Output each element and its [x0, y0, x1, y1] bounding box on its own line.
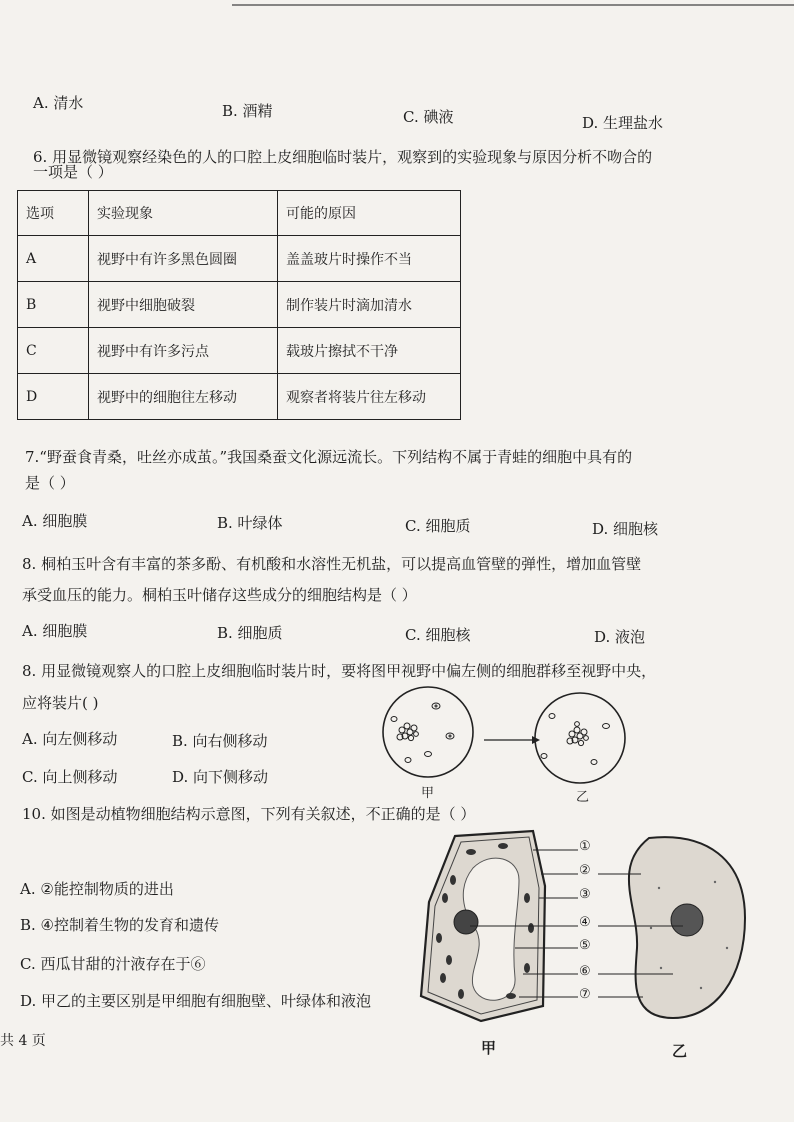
table-row	[18, 374, 461, 420]
structure-label-6: ⑥	[579, 964, 591, 979]
table-row	[18, 282, 461, 328]
table-header-row	[18, 191, 461, 236]
field-circle-jia	[383, 687, 473, 777]
q10-option-a: A. ②能控制物质的进出	[20, 880, 174, 898]
table-cell: 观察者将装片往左移动	[278, 374, 461, 420]
figure-label-jia: 甲	[421, 786, 435, 801]
q8b-stem-line2: 应将装片( )	[22, 694, 99, 712]
structure-label-7: ⑦	[579, 987, 591, 1002]
page-footer: 共 4 页	[0, 1033, 46, 1049]
q8a-stem-line2: 承受血压的能力。桐柏玉叶储存这些成分的细胞结构是（ ）	[22, 586, 417, 604]
structure-label-2: ②	[579, 863, 591, 878]
header-reason: 可能的原因	[278, 191, 461, 236]
q8b-option-a: A. 向左侧移动	[22, 730, 118, 748]
q10-option-b: B. ④控制着生物的发育和遗传	[20, 916, 220, 934]
plant-nucleus	[454, 910, 478, 934]
table-cell: A	[18, 236, 89, 282]
table-cell: 制作装片时滴加清水	[278, 282, 461, 328]
animal-nucleus	[671, 904, 703, 936]
table-cell: B	[18, 282, 89, 328]
table-cell: D	[18, 374, 89, 420]
table-cell: 视野中有许多黑色圆圈	[89, 236, 278, 282]
q6-stem-line1: 6. 用显微镜观察经染色的人的口腔上皮细胞临时装片，观察到的实验现象与原因分析不吻合的	[33, 148, 653, 166]
structure-label-3: ③	[579, 887, 591, 902]
header-phenomenon: 实验现象	[89, 191, 278, 236]
microscope-field-figure	[380, 686, 650, 796]
q5-option-a: A. 清水	[33, 94, 84, 112]
header-option: 选项	[18, 191, 89, 236]
table-cell: C	[18, 328, 89, 374]
top-border-line	[232, 4, 794, 6]
cell-cluster-yi	[567, 722, 588, 746]
q5-option-c: C. 碘液	[403, 108, 454, 126]
figure-label-animal: 乙	[672, 1042, 688, 1060]
q7-stem-line2: 是（ ）	[25, 474, 75, 492]
table-row	[18, 328, 461, 374]
q8a-option-b: B. 细胞质	[217, 624, 283, 642]
table-cell: 盖盖玻片时操作不当	[278, 236, 461, 282]
table-cell: 载玻片擦拭不干净	[278, 328, 461, 374]
q8b-option-d: D. 向下侧移动	[172, 768, 269, 786]
q8a-option-c: C. 细胞核	[405, 626, 471, 644]
structure-label-4: ④	[579, 915, 591, 930]
q7-stem-line1: 7.“野蚕食青桑，吐丝亦成茧。”我国桑蚕文化源远流长。下列结构不属于青蛙的细胞中具有的	[25, 448, 633, 466]
table-cell: 视野中有许多污点	[89, 328, 278, 374]
q5-option-b: B. 酒精	[222, 102, 273, 120]
q10-option-d: D. 甲乙的主要区别是甲细胞有细胞壁、叶绿体和液泡	[20, 992, 372, 1010]
q8a-option-d: D. 液泡	[594, 628, 646, 646]
table-row	[18, 236, 461, 282]
q6-stem-line2: 一项是（ ）	[33, 163, 113, 181]
q6-table	[17, 190, 461, 420]
q8b-option-c: C. 向上侧移动	[22, 768, 118, 786]
q7-option-b: B. 叶绿体	[217, 514, 283, 532]
scattered-cells-yi	[541, 714, 610, 765]
q10-stem: 10. 如图是动植物细胞结构示意图，下列有关叙述，不正确的是（ ）	[22, 805, 476, 823]
q7-option-a: A. 细胞膜	[22, 512, 88, 530]
q8b-stem-line1: 8. 用显微镜观察人的口腔上皮细胞临时装片时，要将图甲视野中偏左侧的细胞群移至视野中央，	[22, 662, 657, 680]
q8b-option-b: B. 向右侧移动	[172, 732, 268, 750]
q7-option-c: C. 细胞质	[405, 517, 471, 535]
field-circle-yi	[535, 693, 625, 783]
table-cell: 视野中细胞破裂	[89, 282, 278, 328]
q8a-option-a: A. 细胞膜	[22, 622, 88, 640]
q5-option-d: D. 生理盐水	[582, 114, 664, 132]
structure-label-1: ①	[579, 839, 591, 854]
table-cell: 视野中的细胞往左移动	[89, 374, 278, 420]
q7-option-d: D. 细胞核	[592, 520, 659, 538]
q10-option-c: C. 西瓜甘甜的汁液存在于⑥	[20, 955, 206, 973]
figure-label-yi: 乙	[576, 790, 590, 805]
cell-cluster-jia	[397, 723, 418, 741]
figure-label-plant: 甲	[481, 1039, 497, 1057]
structure-label-5: ⑤	[579, 938, 591, 953]
q8a-stem-line1: 8. 桐柏玉叶含有丰富的茶多酚、有机酸和水溶性无机盐，可以提高血管壁的弹性，增加血管壁	[22, 555, 642, 573]
